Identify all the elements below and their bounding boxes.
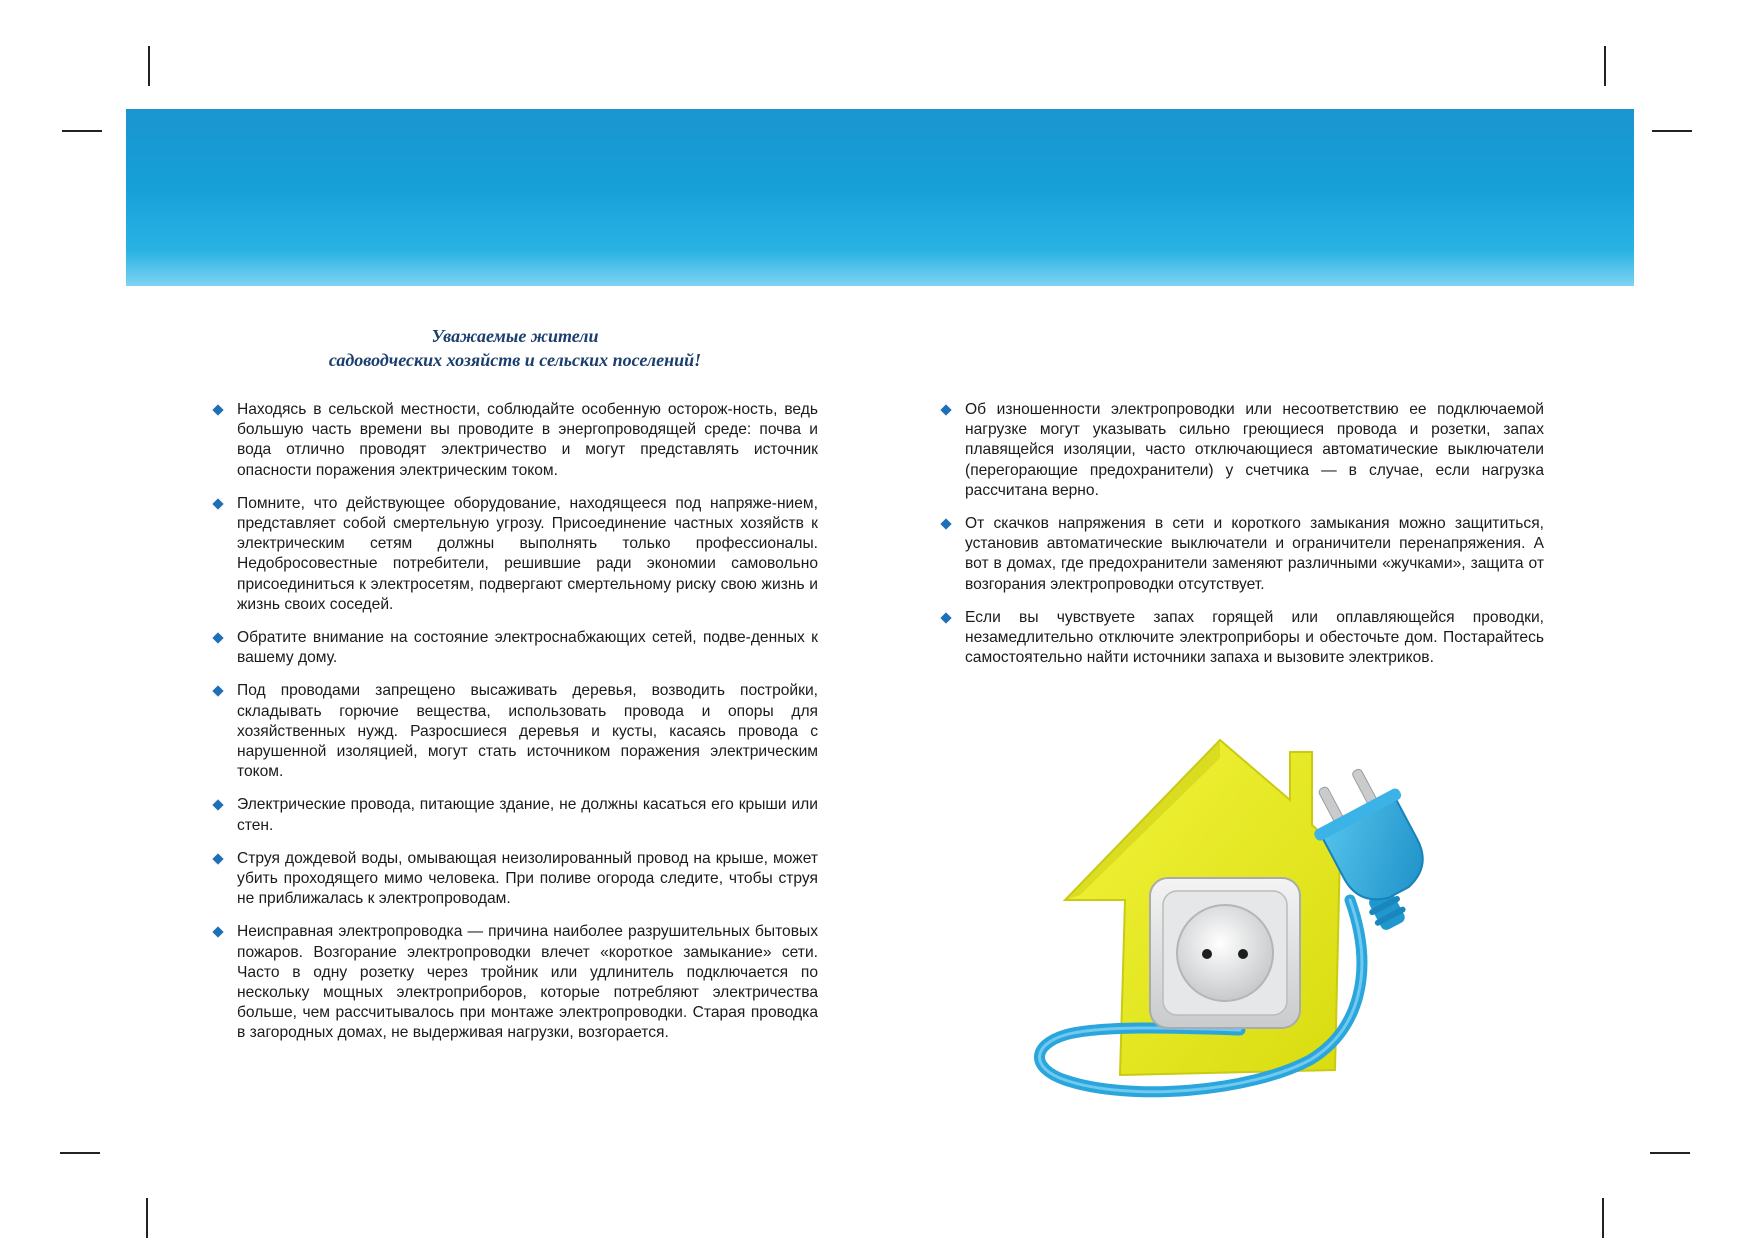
list-item-text: От скачков напряжения в сети и короткого замыкания можно защититься, установив автоматические выключатели и ограничители перенапряжения. А вот в домах, где предохранители заменяют различными «жучками», защита от возгорания электропроводки отсутствует. [965, 515, 1544, 593]
list-item-text: Струя дождевой воды, омывающая неизолированный провод на крыше, может убить проходящего мимо человека. При поливе огорода следите, чтобы струя не приближалась к электропроводам. [237, 849, 818, 908]
list-item-text: Находясь в сельской местности, соблюдайте особенную осторож-ность, ведь большую часть времени вы проводите в энергопроводящей среде: почва и вода отлично проводят электричество и могут представлять источник опасности поражения электрическим током. [237, 401, 818, 479]
list-item-text: Об изношенности электропроводки или несоответствию ее подключаемой нагрузке могут указывать сильно греющиеся провода и розетки, запах плавящейся изоляции, часто отключающиеся автоматические выключатели (перегорающие предохранители) у счетчика — в случае, если нагрузка рассчитана верно. [965, 401, 1544, 499]
diamond-bullet-icon [212, 632, 223, 643]
diamond-bullet-icon [212, 498, 223, 509]
right-column [940, 400, 1544, 681]
list-item [940, 514, 1544, 595]
list-item [212, 849, 818, 910]
list-item [212, 628, 818, 668]
crop-mark [1652, 130, 1692, 132]
diamond-bullet-icon [940, 612, 951, 623]
crop-mark [60, 1152, 100, 1154]
crop-mark [1650, 1152, 1690, 1154]
crop-mark [1602, 1198, 1604, 1238]
list-item-text: Если вы чувствуете запах горящей или оплавляющейся проводки, незамедлительно отключите электроприборы и обесточьте дом. Постарайтесь самостоятельно найти источники запаха и вызовите электриков. [965, 608, 1544, 667]
header-banner [126, 109, 1634, 286]
diamond-bullet-icon [212, 853, 223, 864]
list-item-text: Под проводами запрещено высаживать деревья, возводить постройки, складывать горючие вещества, использовать провода и опоры для хозяйственных нужд. Разросшиеся деревья и кусты, касаясь провода с нарушенной изоляцией, могут стать источником поражения электрическим током. [237, 682, 818, 781]
diamond-bullet-icon [212, 686, 223, 697]
list-item [212, 494, 818, 615]
greeting-heading [250, 324, 780, 372]
list-item [940, 608, 1544, 669]
diamond-bullet-icon [212, 800, 223, 811]
list-item [940, 400, 1544, 501]
list-item [212, 681, 818, 782]
socket-hole [1202, 949, 1212, 959]
greeting-line-2: садоводческих хозяйств и сельских поселений! [328, 350, 702, 370]
crop-mark [1604, 46, 1606, 86]
diamond-bullet-icon [212, 927, 223, 938]
crop-mark [146, 1198, 148, 1238]
crop-mark [148, 46, 150, 86]
list-item-text: Обратите внимание на состояние электроснабжающих сетей, подве-денных к вашему дому. [237, 629, 818, 667]
left-column [212, 400, 818, 1057]
socket-face [1177, 905, 1273, 1001]
house-socket-plug-illustration [1020, 730, 1510, 1120]
list-item-text: Помните, что действующее оборудование, находящееся под напряже-нием, представляет собой смертельную угрозу. Присоединение частных хозяйств к электрическим сетям должны выполнять только профессионалы. Недобросовестные потребители, решившие ради экономии самовольно присоединиться к электросетям, подвергают смертельному риску свою жизнь и жизнь своих соседей. [237, 494, 818, 613]
list-item [212, 922, 818, 1043]
list-item-text: Неисправная электропроводка — причина наиболее разрушительных бытовых пожаров. Возгорание электропроводки влечет «короткое замыкание» сети. Часто в одну розетку через тройник или удлинитель подключается по нескольку мощных электроприборов, которые потребляют электричества больше, чем рассчитывалось при монтаже электропроводки. Старая проводка в загородных домах, не выдерживая нагрузки, возгорается. [237, 923, 818, 1042]
list-item [212, 400, 818, 481]
list-item [212, 795, 818, 835]
diamond-bullet-icon [940, 404, 951, 415]
list-item-text: Электрические провода, питающие здание, не должны касаться его крыши или стен. [237, 796, 818, 834]
socket-hole [1238, 949, 1248, 959]
diamond-bullet-icon [940, 518, 951, 529]
greeting-line-1: Уважаемые жители [431, 326, 599, 346]
crop-mark [62, 130, 102, 132]
diamond-bullet-icon [212, 404, 223, 415]
